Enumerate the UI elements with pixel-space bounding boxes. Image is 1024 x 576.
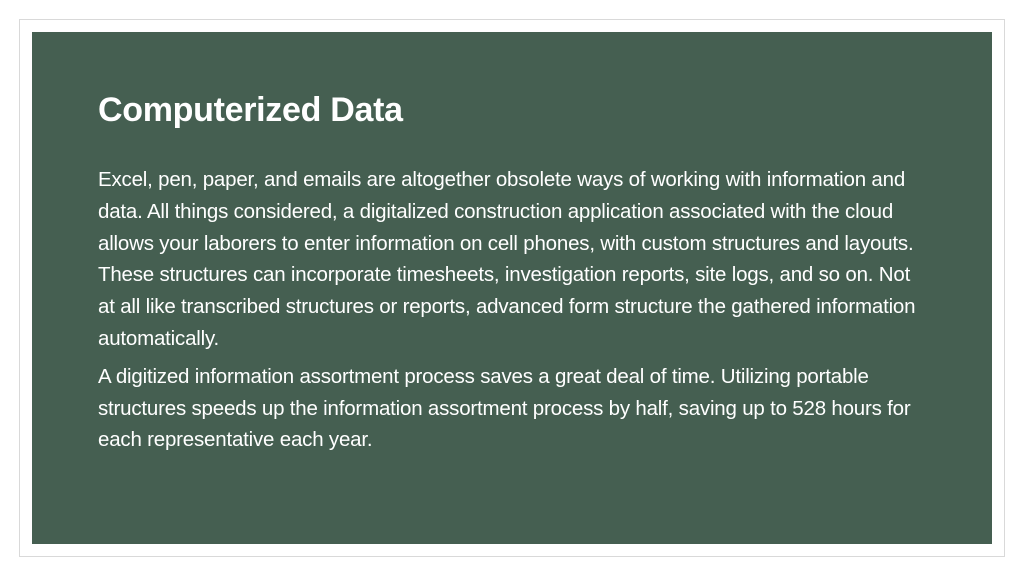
- slide-body: [98, 164, 928, 462]
- slide-title: Computerized Data: [98, 91, 403, 129]
- slide-content-panel: [32, 32, 992, 544]
- body-paragraph-1: Excel, pen, paper, and emails are altogether obsolete ways of working with information and data. All things considered, a digitalized construction application associated with the cloud allows your laborers to enter information on cell phones, with custom structures and layouts. These structures can incorporate timesheets, investigation reports, site logs, and so on. Not at all like transcribed structures or reports, advanced form structure the gathered information automatically.: [98, 168, 916, 350]
- body-paragraph-2: A digitized information assortment process saves a great deal of time. Utilizing portable structures speeds up the information assortment process by half, saving up to 528 hours for each representative each year.: [98, 364, 911, 452]
